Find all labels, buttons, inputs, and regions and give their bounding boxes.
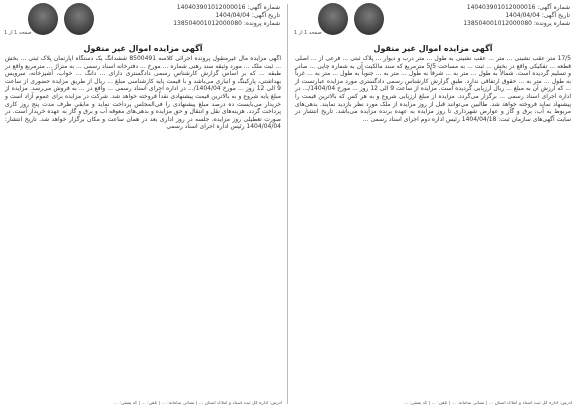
notice-body: آگهی مزایده مال غیرمنقول پرونده اجرائی کلاسه 8500491 ششدانگ یک دستگاه آپارتمان پلاک ثبتی ... بخش ... ثبت ملک ... مورد وثیقه سند رهنی شماره ... مورخ ... دفترخانه اسناد رسمی ... به متراژ ... مترمربع واقع در طبقه ... که بر اساس گزارش کارشناس رسمی دادگستری دارای ... دانگ ... خواب، آشپزخانه، سرویس بهداشتی، پارکینگ و انباری می‌باشد و با قیمت پایه کارشناسی مبلغ ... ریال از طریق مزایده حضوری از ساعت 9 الی 12 روز ... مورخ 1404/04/... در اداره اجرای اسناد رسمی ... واقع در ... به فروش می‌رسد. مزایده از مبلغ پایه شروع و به بالاترین قیمت پیشنهادی نقداً فروخته خواهد شد. شرکت در مزایده برای عموم آزاد است و خریدار می‌بایست ده درصد مبلغ پیشنهادی را فی‌المجلس پرداخت نماید و مابقی ظرف مدت پنج روز کاری پرداخت گردد. هزینه‌های نقل و انتقال و حق مزایده و بدهی‌های معوقه آب و برق و گاز به عهده خریدار است. در صورت تعطیلی روز مزایده، جلسه در روز اداری بعد در همان ساعت و مکان برگزار خواهد شد. تاریخ انتشار: 1404/04/04 رئیس اداره اجرای اسناد رسمی (5, 55, 281, 131)
notice-number: شماره آگهی: 140403901012000016 (176, 4, 280, 11)
page-number: صفحه 1 از 1 (4, 30, 32, 36)
notice-footer: آدرس: اداره کل ثبت اسناد و املاک استان ... | نشانی سامانه: ... | تلفن: ... | کد پستی: ... (113, 401, 282, 406)
notice-title: آگهی مزایده اموال غیر منقول (373, 44, 493, 53)
notice-footer: آدرس: اداره کل ثبت اسناد و املاک استان ... | نشانی سامانه: ... | تلفن: ... | کد پستی: ... (403, 401, 572, 406)
notice-number: شماره آگهی: 140403901012000016 (466, 4, 570, 11)
case-number: شماره پرونده: 138504001012000080 (173, 20, 280, 27)
page-number: صفحه 1 از 1 (294, 30, 322, 36)
notice-date: تاریخ آگهی: 1404/04/04 (505, 12, 570, 19)
emblem-icon (318, 3, 348, 35)
seal-icon (64, 3, 94, 35)
notice-header (290, 0, 576, 44)
seal-icon (354, 3, 384, 35)
notice-header (0, 0, 286, 44)
notice-meta (463, 4, 570, 28)
notice-date: تاریخ آگهی: 1404/04/04 (215, 12, 280, 19)
notice-right (290, 0, 576, 408)
column-divider (287, 4, 288, 404)
case-number: شماره پرونده: 138504001012000080 (463, 20, 570, 27)
emblem-icon (28, 3, 58, 35)
notice-left (0, 0, 286, 408)
notice-meta (173, 4, 280, 28)
notice-title: آگهی مزایده اموال غیر منقول (83, 44, 203, 53)
notice-body: 17/5 متر عقب نشینی ... متر ... عقب نشینی به طول ... متر درب و دیوار ... پلاک ثبتی ... فرعی از ... اصلی قطعه ... تفکیکی واقع در بخش ... ثبت ... به مساحت 5/5 مترمربع که سند مالکیت آن به شماره چاپی ... صادر و تسلیم گردیده است. شمالاً به طول ... متر به ... شرقاً به طول ... متر به ... جنوباً به طول ... متر به ... غرباً به طول ... متر به ... حقوق ارتفاقی ندارد. طبق گزارش کارشناس رسمی دادگستری مورد مزایده عبارتست از ... که ارزش آن به مبلغ ... ریال ارزیابی گردیده است. مزایده از ساعت 9 الی 12 روز ... مورخ 1404/04/... در اداره اجرای اسناد رسمی ... برگزار می‌گردد. مزایده از مبلغ ارزیابی شروع و به هر کس که بالاترین قیمت را پیشنهاد نماید فروخته خواهد شد. طالبین می‌توانند قبل از روز مزایده از ملک مورد نظر بازدید نمایند. بدهی‌های مربوط به آب، برق و گاز و عوارض شهرداری تا روز مزایده به عهده برنده مزایده می‌باشد. تاریخ انتشار در سایت آگهی‌های سازمان ثبت: 1404/04/18 رئیس اداره دوم اجرای اسناد رسمی ... (295, 55, 571, 123)
